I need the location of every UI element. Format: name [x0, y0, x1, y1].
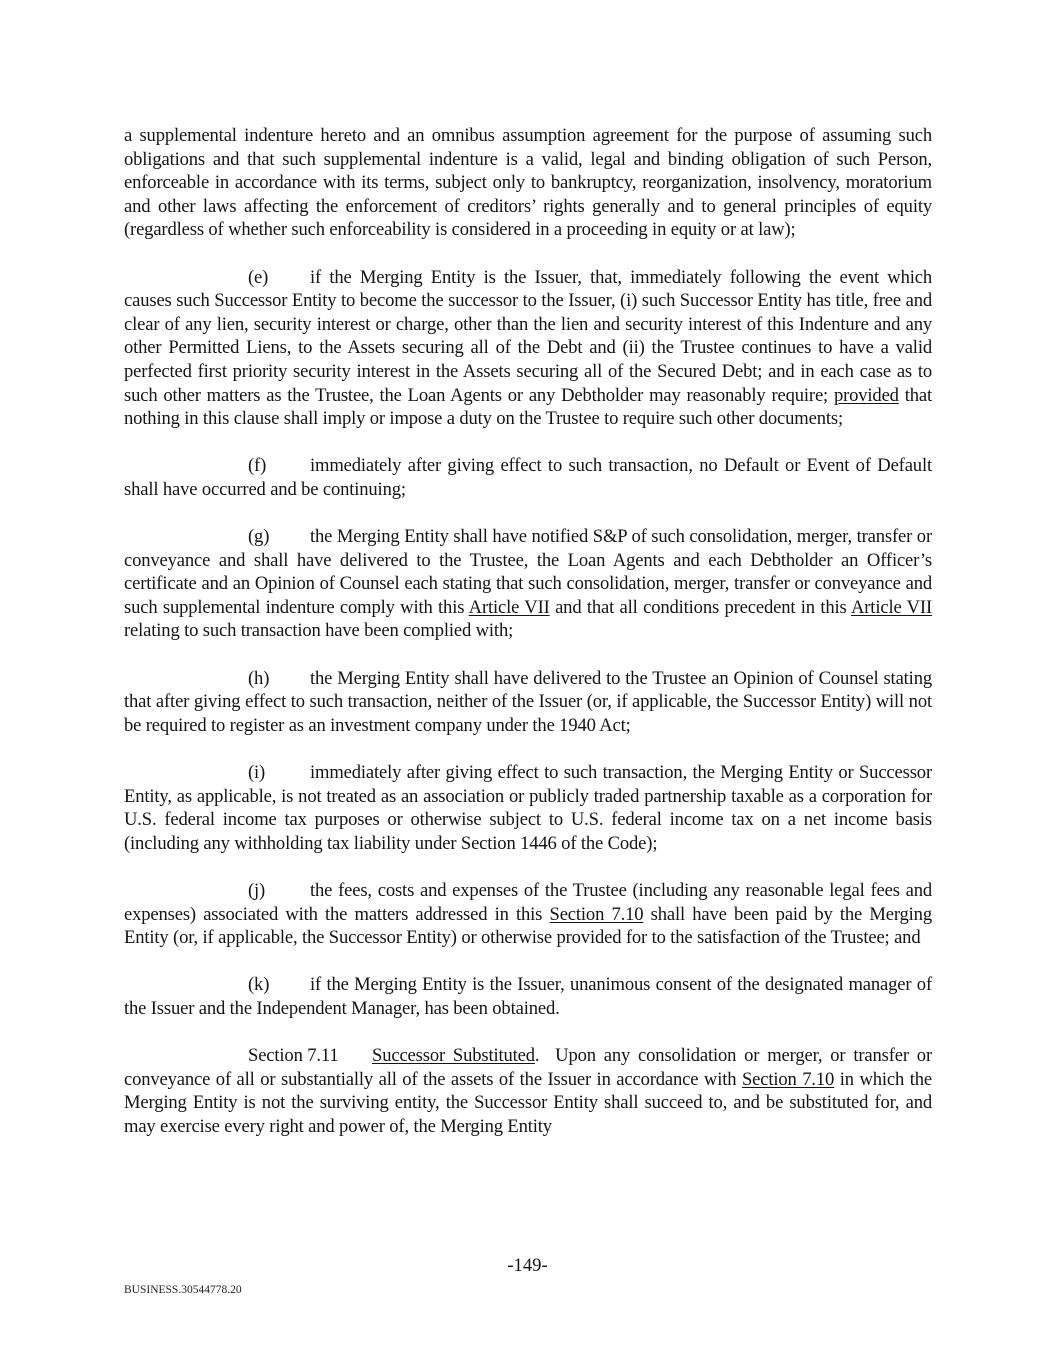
clause-h: [124, 667, 932, 738]
clause-text: if the Merging Entity is the Issuer, unanimous consent of the designated manager of the Issuer and the Independent Manager, has been obtained.: [124, 974, 932, 1019]
clause-text: the Merging Entity shall have notified S&P of such consolidation, merger, transfer or conveyance and shall have delivered to the Trustee, the Loan Agents and each Debtholder an Officer’s certificate and an Opinion of Counsel each stating that such consolidation, merger, transfer or conveyance and such supplemental indenture comply with this: [124, 526, 932, 618]
clause-text: immediately after giving effect to such transaction, no Default or Event of Default shall have occurred and be continuing;: [124, 455, 932, 500]
article-vii-link[interactable]: Article VII: [850, 596, 932, 618]
clause-text: the fees, costs and expenses of the Trustee (including any reasonable legal fees and expenses) associated with the matters addressed in this: [124, 880, 932, 925]
clause-f: [124, 454, 932, 501]
clause-label: (g): [248, 526, 270, 548]
section-7-10-link[interactable]: Section 7.10: [549, 903, 644, 925]
section-7-11: [124, 1044, 937, 1138]
clause-text: that nothing in this clause shall imply or impose a duty on the Trustee to require such other documents;: [124, 384, 932, 430]
clause-label: (i): [248, 762, 266, 784]
page-number: -149-: [507, 1255, 548, 1276]
clause-label: (j): [248, 880, 266, 901]
clause-text: and that all conditions precedent in this: [549, 596, 851, 618]
clause-label: (f): [248, 455, 267, 477]
provided-term: provided: [833, 384, 899, 406]
clause-text: the Merging Entity shall have delivered to the Trustee an Opinion of Counsel stating that after giving effect to such transaction, neither of the Issuer (or, if applicable, the Successor Entity) will not be required to register as an investment company under the 1940 Act;: [124, 667, 932, 736]
document-body: [124, 124, 937, 1162]
section-7-10-link[interactable]: Section 7.10: [741, 1068, 835, 1090]
clause-label: (k): [248, 974, 270, 996]
clause-text: relating to such transaction have been complied with;: [124, 620, 514, 642]
clause-j: [124, 879, 932, 950]
clause-g: [124, 525, 932, 643]
clause-label: (h): [248, 667, 270, 689]
section-title: Successor Substituted: [372, 1045, 535, 1067]
clause-e: [124, 266, 932, 431]
clause-text: shall have been paid by the Merging Entity (or, if applicable, the Successor Entity) or otherwise provided for to the satisfaction of the Trustee; and: [124, 903, 932, 949]
section-text: Upon any consolidation or merger, or transfer or conveyance of all or substantially all of the assets of the Issuer in accordance with: [124, 1045, 937, 1090]
section-text: in which the Merging Entity is not the surviving entity, the Successor Entity shall succeed to, and be substituted for, and may exercise every right and power of, the Merging Entity: [124, 1068, 933, 1137]
section-title-punct: .: [534, 1045, 540, 1067]
clause-text: immediately after giving effect to such transaction, the Merging Entity or Successor Entity, as applicable, is not treated as an association or publicly traded partnership taxable as a corporation for U.S. federal income tax purposes or otherwise subject to U.S. federal income tax on a net income basis (including any withholding tax liability under Section 1446 of the Code);: [124, 762, 932, 854]
continuation-paragraph: a supplemental indenture hereto and an omnibus assumption agreement for the purpose of assuming such obligations and that such supplemental indenture is a valid, legal and binding obligation of such Person, enforceable in accordance with its terms, subject only to bankruptcy, reorganization, insolvency, moratorium and other laws affecting the enforcement of creditors’ rights generally and to general principles of equity (regardless of whether such enforceability is considered in a proceeding in equity or at law);: [124, 125, 932, 241]
section-number: Section 7.11: [248, 1045, 339, 1067]
article-vii-link[interactable]: Article VII: [468, 596, 550, 618]
document-id: BUSINESS.30544778.20: [124, 1284, 242, 1296]
clause-i: [124, 761, 932, 855]
clause-k: [124, 973, 932, 1020]
clause-text: if the Merging Entity is the Issuer, that, immediately following the event which causes such Successor Entity to become the successor to the Issuer, (i) such Successor Entity has title, free and clear of any lien, security interest or charge, other than the lien and security interest of this Indenture and any other Permitted Liens, to the Assets securing all of the Debt and (ii) the Trustee continues to have a valid perfected first priority security interest in the Assets securing all of the Secured Debt; and in each case as to such other matters as the Trustee, the Loan Agents or any Debtholder may reasonably require;: [124, 266, 932, 406]
clause-label: (e): [248, 266, 269, 288]
